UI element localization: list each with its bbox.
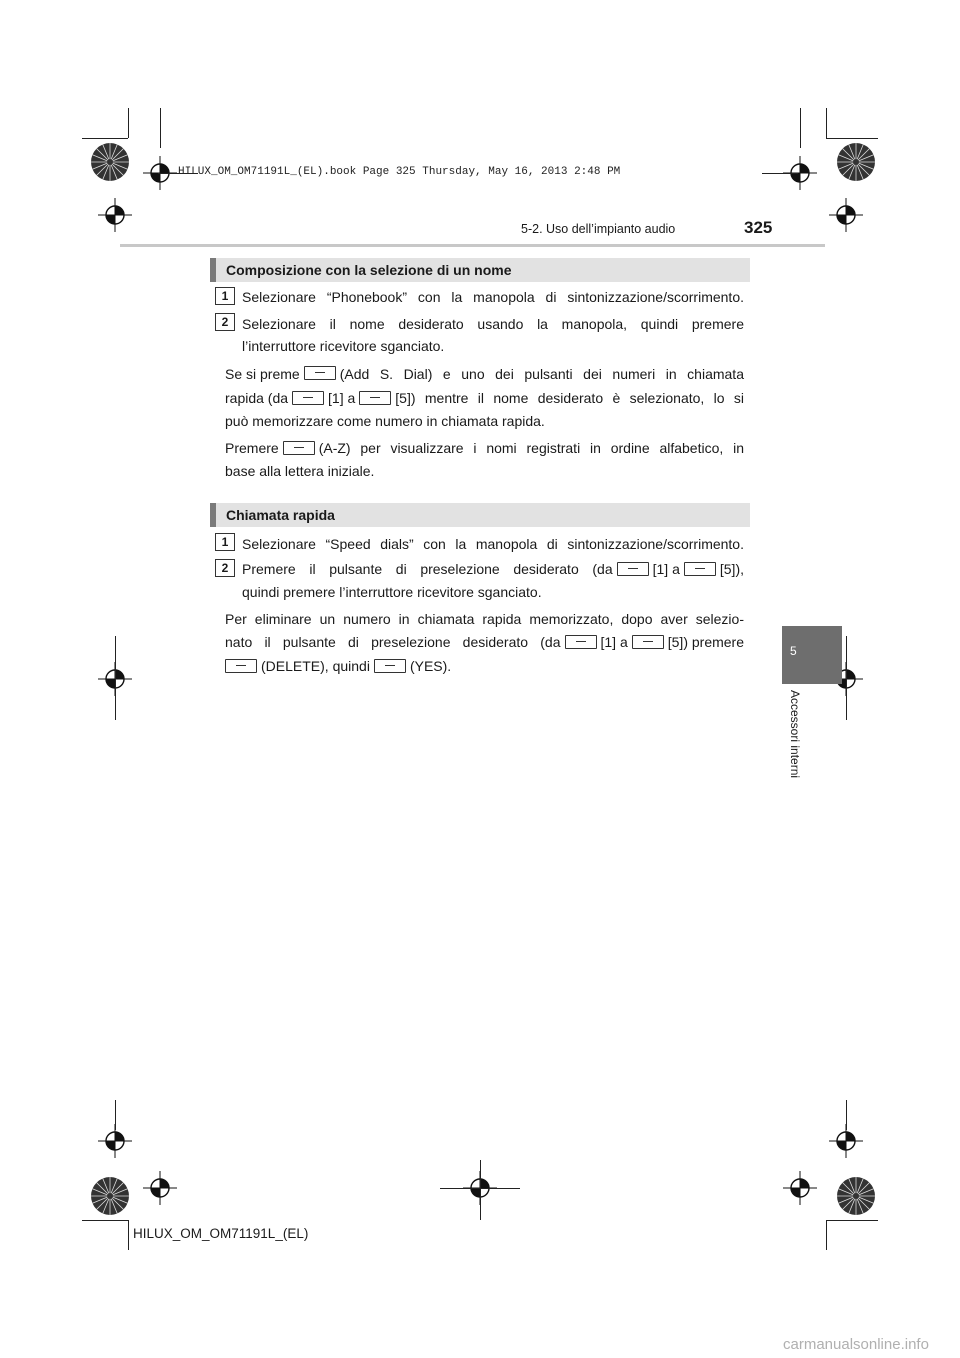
step-line <box>242 561 744 577</box>
document-code: HILUX_OM_OM71191L_(EL) <box>133 1226 309 1241</box>
button-icon <box>684 562 716 576</box>
section-title: Composizione con la selezione di un nome <box>210 258 750 282</box>
header-rule <box>120 244 825 247</box>
chapter-tab-label: Accessori interni <box>788 690 802 779</box>
crop-line <box>800 108 801 148</box>
note-text: Per eliminare un numero in chiamata rapida memorizzato, dopo aver selezio- <box>225 611 744 627</box>
note-text: [1] a <box>328 390 356 406</box>
step-text: l’interruttore ricevitore sganciato. <box>242 338 445 354</box>
watermark: carmanualsonline.info <box>783 1336 929 1353</box>
section-title: Chiamata rapida <box>210 503 750 527</box>
crop-line <box>480 1160 481 1220</box>
button-icon <box>374 659 406 673</box>
note-line <box>225 658 451 674</box>
chapter-tab-number: 5 <box>790 644 797 658</box>
registration-mark-icon <box>98 198 132 232</box>
note-text: Se si preme <box>225 366 300 382</box>
registration-mark-icon <box>829 198 863 232</box>
step-number: 2 <box>215 313 235 331</box>
button-icon <box>304 366 336 380</box>
crop-line <box>846 636 847 720</box>
note-text: può memorizzare come numero in chiamata rapida. <box>225 413 545 429</box>
note-text: [1] a <box>600 634 628 650</box>
chapter-heading: 5-2. Uso dell’impianto audio <box>521 222 676 236</box>
note-text: (DELETE), quindi <box>261 658 370 674</box>
button-icon <box>225 659 257 673</box>
crop-line <box>82 138 128 139</box>
print-wheel-mark-icon <box>836 1176 876 1216</box>
crop-line <box>160 108 161 148</box>
button-icon <box>283 441 315 455</box>
crop-line <box>762 173 798 174</box>
crop-line <box>826 1220 878 1221</box>
crop-line <box>115 636 116 720</box>
note-text: (YES). <box>409 658 452 674</box>
crop-line <box>826 108 827 138</box>
button-icon <box>359 391 391 405</box>
step-text: Selezionare “Phonebook” con la manopola di sintonizzazione/scorrimento. <box>242 289 744 305</box>
crop-line <box>115 1100 116 1130</box>
note-line <box>225 366 744 382</box>
crop-line <box>82 1220 128 1221</box>
step-text: Premere il pulsante di preselezione desiderato (da <box>242 561 613 577</box>
step-text: Selezionare il nome desiderato usando la manopola, quindi premere <box>242 316 744 332</box>
note-text: base alla lettera iniziale. <box>225 463 375 479</box>
note-text: [5]) premere <box>667 634 744 650</box>
step-text: quindi premere l’interruttore ricevitore sganciato. <box>242 584 542 600</box>
note-line <box>225 390 744 406</box>
note-text: nato il pulsante di preselezione desiderato (da <box>225 634 561 650</box>
note-line <box>225 634 744 650</box>
button-icon <box>617 562 649 576</box>
crop-line <box>826 138 878 139</box>
print-wheel-mark-icon <box>90 1176 130 1216</box>
button-icon <box>632 635 664 649</box>
note-text: rapida (da <box>225 390 289 406</box>
book-stamp: HILUX_OM_OM71191L_(EL).book Page 325 Thursday, May 16, 2013 2:48 PM <box>178 166 621 178</box>
button-icon <box>565 635 597 649</box>
crop-line <box>846 1100 847 1130</box>
crop-line <box>128 108 129 138</box>
note-text: [5]) mentre il nome desiderato è selezionato, lo si <box>395 390 744 406</box>
note-text: (A-Z) per visualizzare i nomi registrati in ordine alfabetico, in <box>318 440 744 456</box>
step-text: Selezionare “Speed dials” con la manopola di sintonizzazione/scorrimento. <box>242 536 744 552</box>
note-text: Premere <box>225 440 279 456</box>
crop-line <box>128 1220 129 1250</box>
page-number: 325 <box>744 218 773 237</box>
print-wheel-mark-icon <box>90 142 130 182</box>
note-line <box>225 440 744 456</box>
step-number: 1 <box>215 287 235 305</box>
step-text: [5]), <box>719 561 744 577</box>
step-text: [1] a <box>652 561 680 577</box>
print-wheel-mark-icon <box>836 142 876 182</box>
crop-line <box>826 1220 827 1250</box>
note-text: (Add S. Dial) e uno dei pulsanti dei numeri in chiamata <box>339 366 744 382</box>
button-icon <box>292 391 324 405</box>
registration-mark-icon <box>783 1171 817 1205</box>
step-number: 2 <box>215 559 235 577</box>
registration-mark-icon <box>143 1171 177 1205</box>
step-number: 1 <box>215 533 235 551</box>
